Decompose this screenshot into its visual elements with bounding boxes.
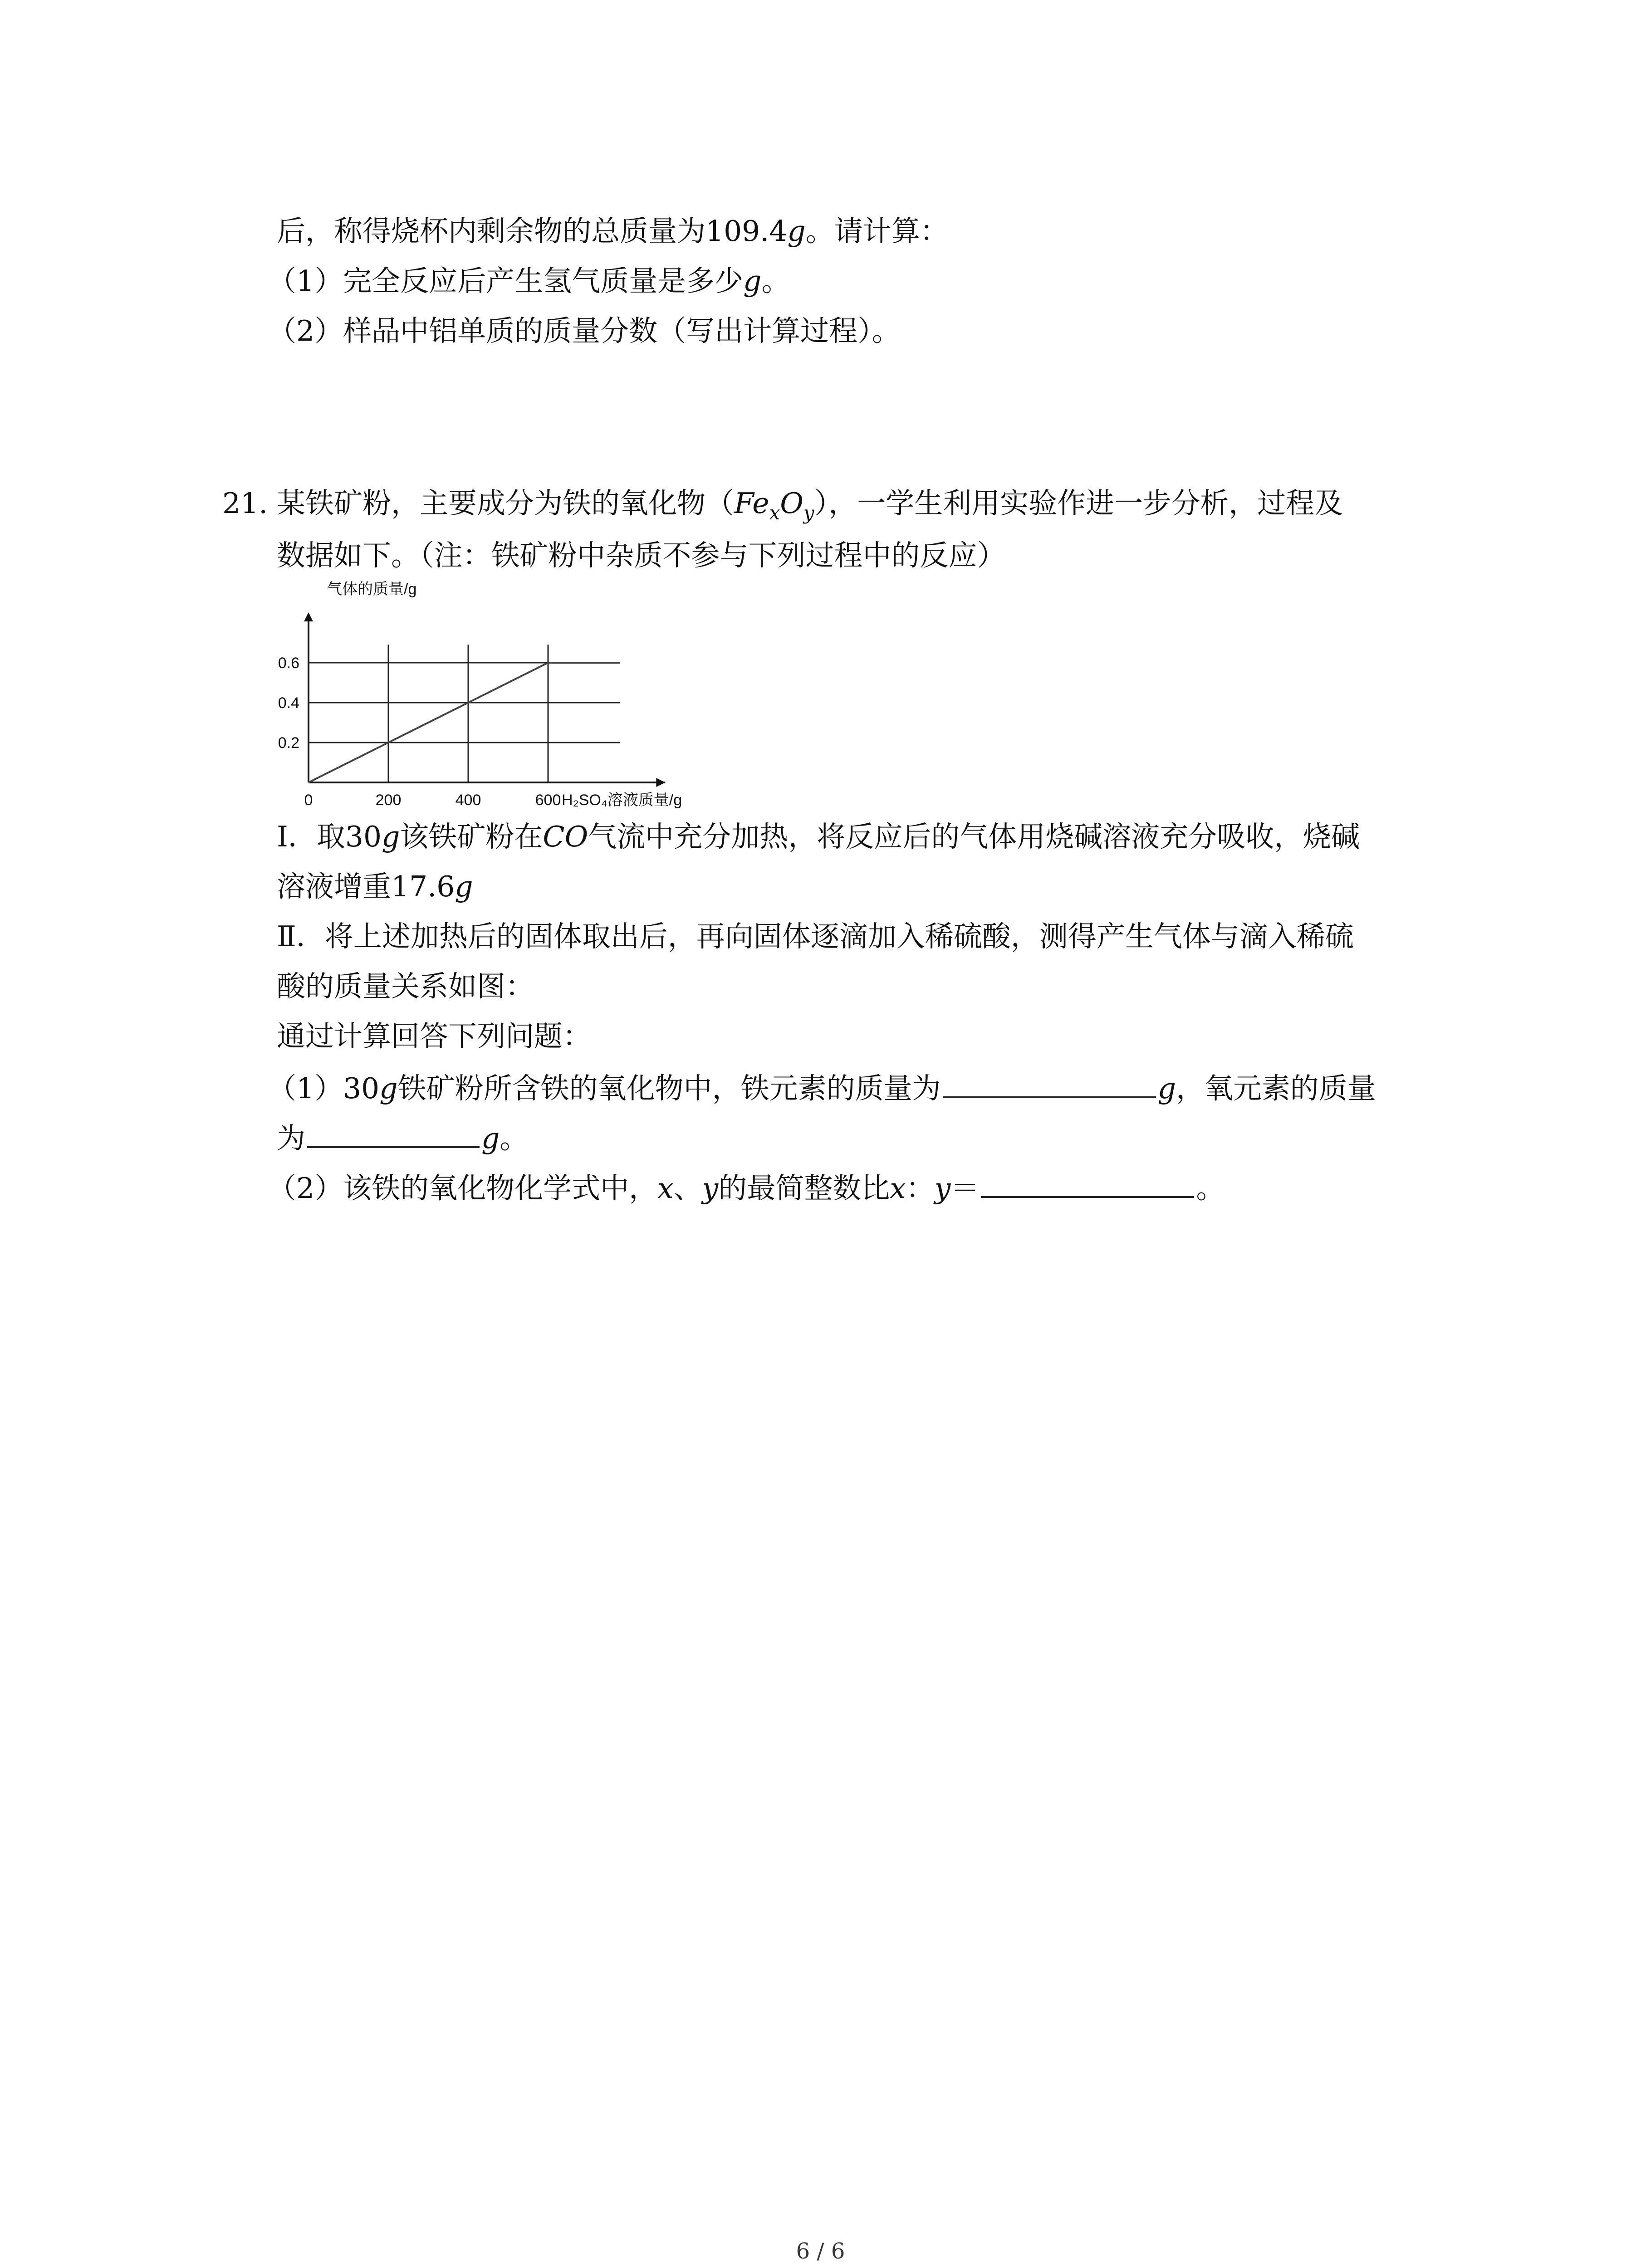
- x-tick-label: 0: [304, 792, 313, 809]
- variable-x: x: [890, 1172, 906, 1205]
- variable-y: y: [702, 1172, 719, 1205]
- gas-mass-chart: [254, 576, 735, 812]
- q21-intro-line1: [277, 485, 1343, 531]
- y-tick-label: 0.4: [278, 694, 299, 712]
- x-tick-label: 600: [535, 792, 561, 809]
- variable-x: x: [657, 1172, 674, 1205]
- q20-sub1: [268, 263, 790, 299]
- sub-question-1-text: （1）30: [268, 1072, 380, 1105]
- x-axis-label: H₂SO₄溶液质量/g: [562, 792, 682, 809]
- ratio-colon: ：: [906, 1172, 935, 1205]
- y-axis-arrow: [304, 612, 313, 621]
- unit-g: g: [787, 215, 806, 248]
- sub-question-1-text: ，氧元素的质量: [1176, 1072, 1376, 1105]
- instruction-text: 通过计算回答下列问题：: [277, 1020, 591, 1053]
- series-line: [309, 663, 620, 782]
- q20-text: 后，称得烧杯内剩余物的总质量为109.4: [277, 215, 788, 248]
- sub-question-2: [268, 1168, 1225, 1207]
- step-one-line2: [277, 869, 473, 905]
- unit-g: g: [743, 264, 762, 298]
- formula-o: O: [780, 487, 803, 520]
- q21-intro-text: 某铁矿粉，主要成分为铁的氧化物（: [277, 487, 734, 520]
- step-two-text: Ⅱ．将上述加热后的固体取出后，再向固体逐滴加入稀硫酸，测得产生气体与滴入稀硫: [277, 920, 1354, 953]
- answer-blank-iron-mass[interactable]: [943, 1068, 1156, 1098]
- sub-question-2-text: 的最简整数比: [718, 1172, 890, 1205]
- separator: 、: [673, 1172, 702, 1205]
- question-number: 21.: [222, 487, 268, 520]
- step-two-text: 酸的质量关系如图：: [277, 970, 534, 1003]
- sub-question-1-line1: [268, 1068, 1376, 1107]
- variable-y: y: [934, 1172, 951, 1205]
- y-tick-label: 0.2: [278, 734, 299, 752]
- q20-sub2-text: （2）样品中铝单质的质量分数（写出计算过程）。: [268, 314, 901, 347]
- unit-g: g: [379, 1072, 398, 1105]
- sub-question-1-text: 为: [277, 1122, 305, 1155]
- y-tick-label: 0.6: [278, 655, 299, 672]
- step-one-text: 该铁矿粉在: [400, 820, 543, 853]
- q21-intro-text: ），一学生利用实验作进一步分析，过程及: [814, 487, 1343, 520]
- sub-question-1-line2: [277, 1118, 528, 1157]
- q21-intro-line2: [277, 538, 1006, 574]
- unit-g: g: [455, 870, 473, 903]
- unit-g: g: [1157, 1072, 1176, 1105]
- equals-sign: ＝: [950, 1172, 980, 1205]
- q20-sub2: [268, 313, 901, 349]
- step-one-text: 气流中充分加热，将反应后的气体用烧碱溶液充分吸收，烧碱: [588, 820, 1360, 853]
- instruction: [277, 1018, 591, 1055]
- step-one-line1: [277, 819, 1360, 855]
- q20-sub1-end: 。: [761, 264, 790, 298]
- formula-co: CO: [543, 820, 588, 853]
- unit-g: g: [382, 820, 400, 853]
- x-axis-arrow: [656, 778, 665, 787]
- step-one-text: 溶液增重17.6: [277, 870, 455, 903]
- step-two-line2: [277, 968, 534, 1005]
- page-number: 6 / 6: [796, 2239, 845, 2264]
- unit-g: g: [481, 1122, 500, 1155]
- answer-blank-oxygen-mass[interactable]: [307, 1118, 480, 1148]
- sub-question-2-text: （2）该铁的氧化物化学式中，: [268, 1172, 658, 1205]
- sub-question-2-end: 。: [1196, 1172, 1225, 1205]
- sub-question-1-end: 。: [500, 1122, 529, 1155]
- subscript-y: y: [803, 502, 814, 524]
- q20-sub1-text: （1）完全反应后产生氢气质量是多少: [268, 264, 744, 298]
- y-axis-label: 气体的质量/g: [327, 581, 417, 598]
- x-tick-label: 400: [455, 792, 481, 809]
- formula-fe: Fe: [734, 487, 769, 520]
- q20-line1: [277, 213, 949, 249]
- sub-question-1-text: 铁矿粉所含铁的氧化物中，铁元素的质量为: [397, 1072, 941, 1105]
- x-tick-label: 200: [375, 792, 402, 809]
- step-two-line1: [277, 919, 1354, 955]
- subscript-x: x: [769, 502, 780, 524]
- q21-intro-note: 数据如下。（注：铁矿粉中杂质不参与下列过程中的反应）: [277, 539, 1006, 572]
- step-one-text: Ⅰ．取30: [277, 820, 382, 853]
- q20-text: 。请计算：: [805, 215, 949, 248]
- answer-blank-ratio[interactable]: [981, 1168, 1194, 1198]
